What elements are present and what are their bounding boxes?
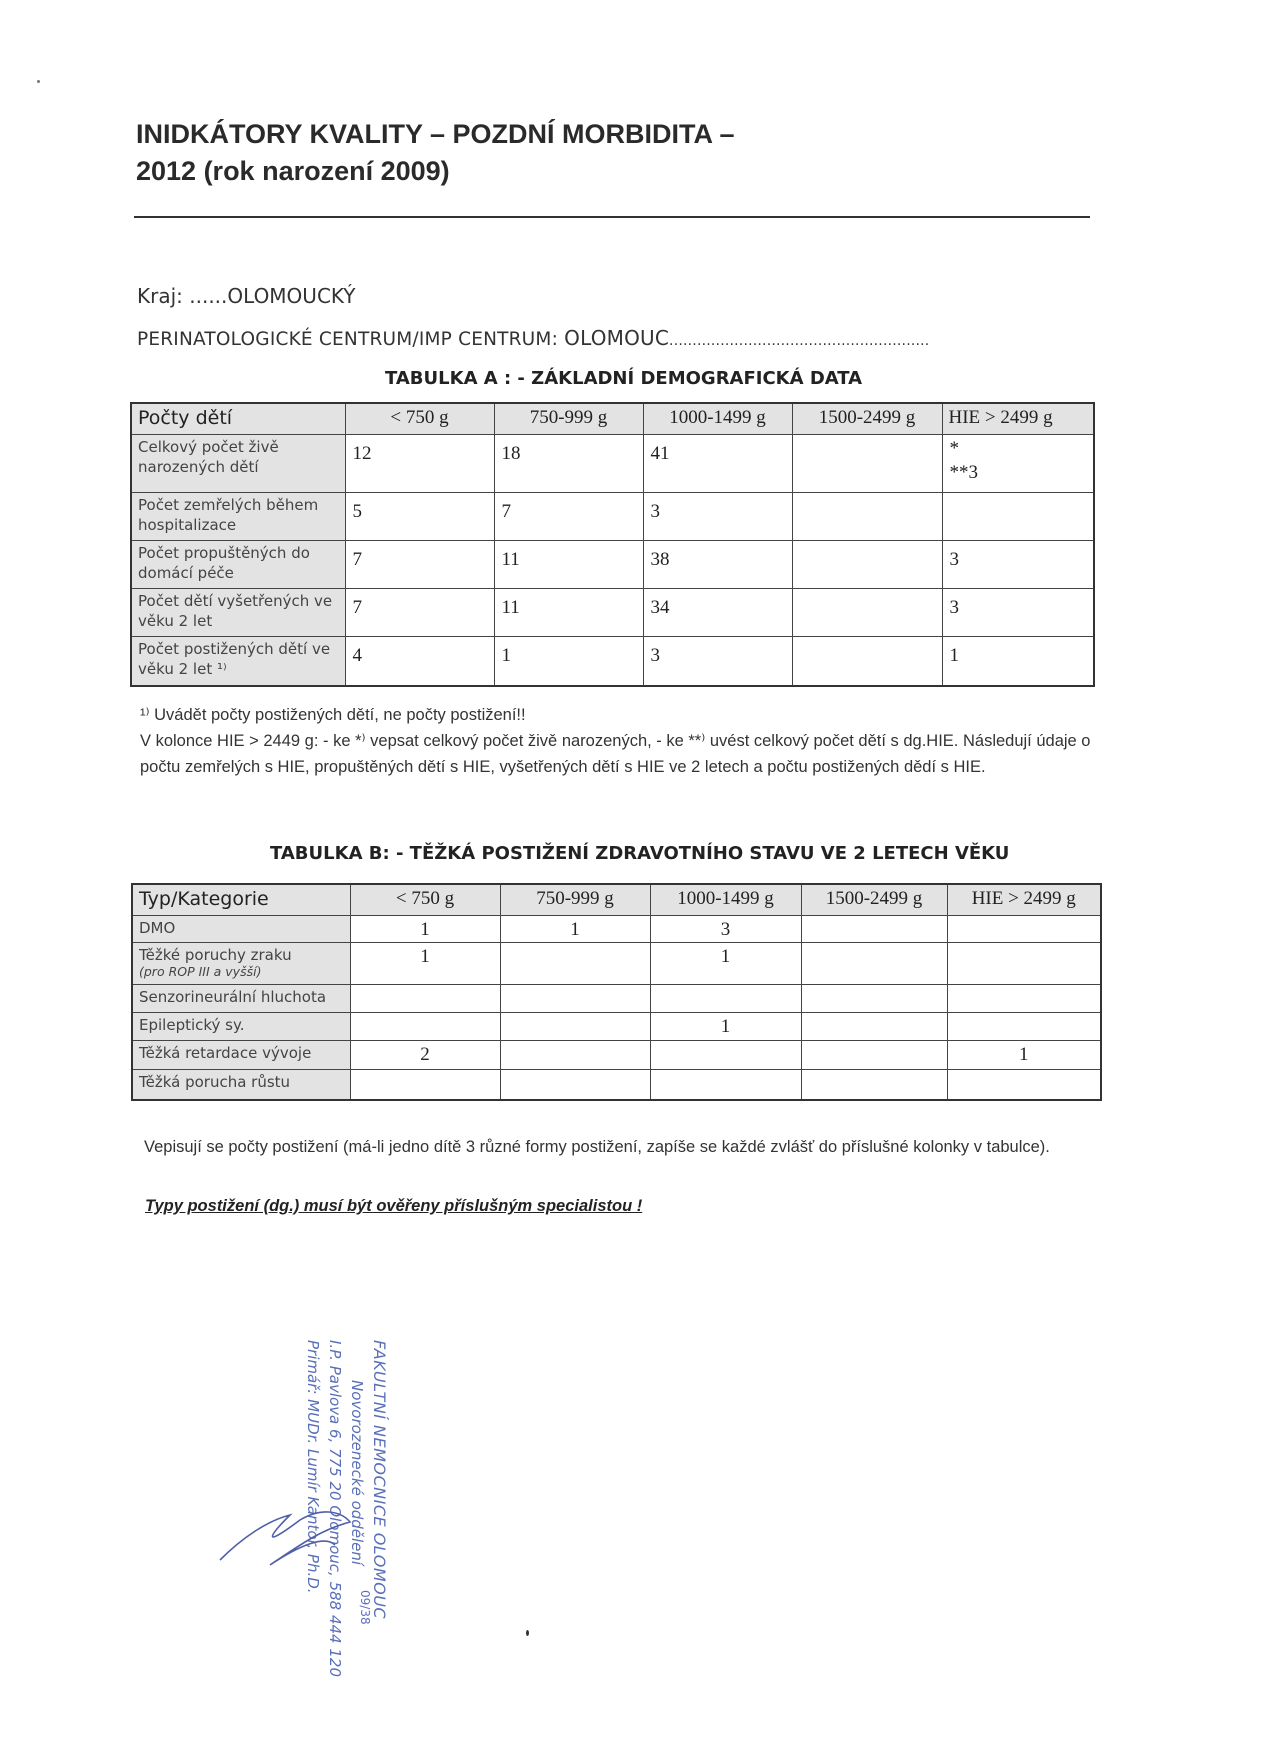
table-cell: 3	[650, 915, 801, 942]
table-cell	[801, 942, 947, 984]
table-row	[132, 1069, 1101, 1100]
table-cell	[792, 636, 942, 686]
table-cell	[350, 1069, 500, 1100]
specialist-warning: Typy postižení (dg.) musí být ověřeny příslušným specialistou !	[145, 1197, 643, 1215]
table-cell	[947, 1069, 1101, 1100]
centrum-dots: ........................................................	[669, 333, 930, 349]
table-cell	[801, 1012, 947, 1040]
table-a-col-header: 1500-2499 g	[792, 403, 942, 434]
table-cell	[350, 984, 500, 1012]
table-cell	[500, 1040, 650, 1069]
table-cell: 3	[643, 636, 792, 686]
stamp-line-1: FAKULTNÍ NEMOCNICE OLOMOUC	[370, 1340, 389, 1620]
table-cell: 5	[345, 492, 494, 540]
table-cell: 7	[345, 588, 494, 636]
row-label: DMO	[132, 915, 350, 942]
table-cell	[947, 984, 1101, 1012]
title-line-2: 2012 (rok narození 2009)	[136, 156, 450, 186]
stamp-line-4: Primář: MUDr. Lumír Kantor, Ph.D.	[304, 1340, 322, 1594]
table-cell	[942, 492, 1094, 540]
table-cell	[947, 1012, 1101, 1040]
table-row	[132, 984, 1101, 1012]
centrum-label: PERINATOLOGICKÉ CENTRUM/IMP CENTRUM:	[137, 329, 559, 350]
table-cell	[792, 540, 942, 588]
table-a-header-row	[131, 403, 1094, 434]
table-cell: 1	[494, 636, 643, 686]
row-label: Počet postižených dětí ve věku 2 let ¹⁾	[131, 636, 345, 686]
table-cell: 12	[345, 434, 494, 492]
row-label: Těžká porucha růstu	[132, 1069, 350, 1100]
row-label	[132, 942, 350, 984]
signature-mark	[150, 1340, 400, 1620]
stamp-line-2: Novorozenecké oddělení	[348, 1380, 366, 1566]
table-b-corner: Typ/Kategorie	[132, 884, 350, 915]
table-a-caption: TABULKA A : - ZÁKLADNÍ DEMOGRAFICKÁ DATA	[385, 368, 863, 389]
table-cell: 1	[350, 915, 500, 942]
table-row	[132, 1040, 1101, 1069]
table-cell	[500, 942, 650, 984]
table-cell: 4	[345, 636, 494, 686]
table-a-corner: Počty dětí	[131, 403, 345, 434]
table-cell	[801, 915, 947, 942]
table-cell: 34	[643, 588, 792, 636]
table-row	[131, 636, 1094, 686]
hie-cell	[942, 434, 1094, 492]
table-cell: 3	[942, 588, 1094, 636]
row-label: Epileptický sy.	[132, 1012, 350, 1040]
table-cell	[947, 942, 1101, 984]
table-cell: 2	[350, 1040, 500, 1069]
row-label: Počet zemřelých během hospitalizace	[131, 492, 345, 540]
table-a-col-header: 1000-1499 g	[643, 403, 792, 434]
table-cell	[801, 1069, 947, 1100]
centrum-field	[137, 326, 929, 350]
table-a-col-header: HIE > 2499 g	[942, 403, 1094, 434]
table-cell: 11	[494, 540, 643, 588]
row-label-sub: (pro ROP III a vyšší)	[139, 963, 262, 979]
table-cell: 3	[643, 492, 792, 540]
scan-speck	[37, 80, 40, 83]
table-row	[132, 915, 1101, 942]
table-cell: 1	[650, 942, 801, 984]
scan-mark	[526, 1630, 529, 1636]
table-cell	[650, 984, 801, 1012]
footnote-1: ¹⁾ Uvádět počty postižených dětí, ne počty postižení!!	[140, 706, 526, 724]
table-cell: 18	[494, 434, 643, 492]
table-b-col-header: 1500-2499 g	[801, 884, 947, 915]
table-row	[131, 434, 1094, 492]
table-cell: 41	[643, 434, 792, 492]
row-label: Celkový počet živě narozených dětí	[131, 434, 345, 492]
row-label: Senzorineurální hluchota	[132, 984, 350, 1012]
table-row	[131, 492, 1094, 540]
table-cell	[792, 434, 942, 492]
table-row	[131, 588, 1094, 636]
table-cell	[500, 1069, 650, 1100]
kraj-label: Kraj: ......	[137, 284, 228, 308]
table-cell	[650, 1040, 801, 1069]
table-b-col-header: 1000-1499 g	[650, 884, 801, 915]
table-cell	[947, 915, 1101, 942]
centrum-value: OLOMOUC	[564, 326, 670, 350]
instruction-text: Vepisují se počty postižení (má-li jedno dítě 3 různé formy postižení, zapíše se každé zvlášť do příslušné kolonky v tabulce).	[144, 1138, 1050, 1156]
table-cell: 1	[350, 942, 500, 984]
table-cell: 38	[643, 540, 792, 588]
table-cell	[500, 1012, 650, 1040]
table-cell	[500, 984, 650, 1012]
footnote-2: V kolonce HIE > 2449 g: - ke *⁾ vepsat celkový počet živě narozených, - ke **⁾ uvést celkový počet dětí s dg.HIE. Následují údaje o počtu zemřelých s HIE, propuštěných dětí s HIE, vyšetřených dětí s HIE ve 2 letech a počtu postižených dědí s HIE.	[140, 732, 1091, 776]
table-cell: 11	[494, 588, 643, 636]
table-cell: 1	[500, 915, 650, 942]
table-a-col-header: < 750 g	[345, 403, 494, 434]
table-row	[132, 942, 1101, 984]
table-b-caption: TABULKA B: - TĚŽKÁ POSTIŽENÍ ZDRAVOTNÍHO STAVU VE 2 LETECH VĚKU	[270, 843, 1010, 864]
table-cell	[350, 1012, 500, 1040]
table-a-notes	[140, 702, 1091, 780]
table-row	[131, 540, 1094, 588]
title-line-1: INIDKÁTORY KVALITY – POZDNÍ MORBIDITA –	[136, 119, 735, 149]
table-cell	[650, 1069, 801, 1100]
hie-diagnosed-count: **3	[949, 461, 978, 483]
table-b-col-header: 750-999 g	[500, 884, 650, 915]
table-cell	[801, 984, 947, 1012]
table-b-col-header: HIE > 2499 g	[947, 884, 1101, 915]
hie-live-births-marker: *	[949, 437, 959, 459]
kraj-field	[137, 284, 356, 308]
row-label: Těžká retardace vývoje	[132, 1040, 350, 1069]
table-cell: 7	[345, 540, 494, 588]
table-b-header-row	[132, 884, 1101, 915]
title-divider	[134, 216, 1090, 218]
row-label: Počet dětí vyšetřených ve věku 2 let	[131, 588, 345, 636]
table-b-col-header: < 750 g	[350, 884, 500, 915]
table-a	[130, 402, 1095, 687]
kraj-value: OLOMOUCKÝ	[227, 284, 356, 308]
table-cell	[792, 588, 942, 636]
table-cell: 1	[947, 1040, 1101, 1069]
table-cell	[792, 492, 942, 540]
table-cell	[801, 1040, 947, 1069]
table-cell: 7	[494, 492, 643, 540]
stamp-code: 09/38	[358, 1590, 372, 1625]
table-a-col-header: 750-999 g	[494, 403, 643, 434]
table-b	[131, 883, 1102, 1101]
document-title	[136, 116, 735, 190]
stamp-line-3: I.P. Pavlova 6, 775 20 Olomouc, 588 444 120	[326, 1340, 344, 1677]
table-cell: 1	[650, 1012, 801, 1040]
row-label: Počet propuštěných do domácí péče	[131, 540, 345, 588]
hospital-stamp	[150, 1340, 400, 1677]
table-row	[132, 1012, 1101, 1040]
row-label-main: Těžké poruchy zraku	[139, 945, 292, 964]
table-cell: 1	[942, 636, 1094, 686]
table-cell: 3	[942, 540, 1094, 588]
